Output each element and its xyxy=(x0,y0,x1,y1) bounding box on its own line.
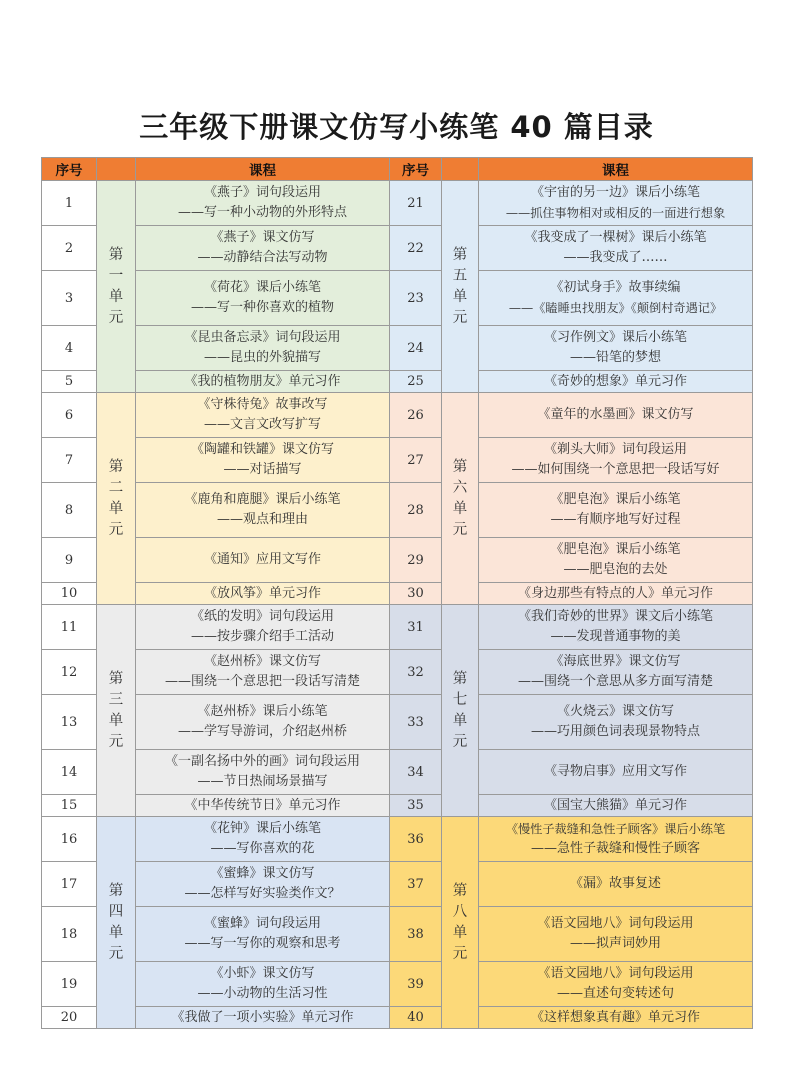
toc-body xyxy=(42,181,753,1029)
course-title: 《中华传统节日》单元习作 xyxy=(184,797,341,813)
course-cell xyxy=(136,393,390,438)
course-subtitle: ——围绕一个意思把一段话写清楚 xyxy=(164,674,360,689)
table-row xyxy=(42,750,753,795)
item-number: 19 xyxy=(42,962,97,1007)
item-number: 27 xyxy=(390,438,442,483)
item-number: 30 xyxy=(390,583,442,605)
header-course-right: 课程 xyxy=(479,158,753,181)
course-title: 《国宝大熊猫》单元习作 xyxy=(543,797,687,813)
table-header-row xyxy=(42,158,753,181)
course-subtitle: ——昆虫的外貌描写 xyxy=(203,350,321,365)
course-cell xyxy=(479,271,753,326)
course-cell xyxy=(479,650,753,695)
course-cell xyxy=(479,438,753,483)
course-title: 《陶罐和铁罐》课文仿写 xyxy=(190,442,334,457)
course-title: 《童年的水墨画》课文仿写 xyxy=(537,407,694,422)
course-title: 《燕子》课文仿写 xyxy=(210,230,315,245)
item-number: 32 xyxy=(390,650,442,695)
course-title: 《语文园地八》词句段运用 xyxy=(537,916,694,931)
table-row xyxy=(42,650,753,695)
course-title: 《我的植物朋友》单元习作 xyxy=(184,373,341,389)
table-row xyxy=(42,326,753,371)
course-cell xyxy=(479,817,753,862)
course-subtitle: ——有顺序地写好过程 xyxy=(550,512,681,527)
table-row xyxy=(42,371,753,393)
course-cell xyxy=(136,862,390,907)
course-cell xyxy=(136,538,390,583)
item-number: 33 xyxy=(390,695,442,750)
course-subtitle: ——巧用颜色词表现景物特点 xyxy=(530,724,700,739)
item-number: 6 xyxy=(42,393,97,438)
course-title: 《宇宙的另一边》课后小练笔 xyxy=(530,185,700,200)
unit-label-cell xyxy=(97,817,136,1029)
course-title: 《习作例文》课后小练笔 xyxy=(543,330,687,345)
course-title: 《放风筝》单元习作 xyxy=(203,585,321,601)
course-subtitle: ——直述句变转述句 xyxy=(556,986,674,1001)
course-subtitle: ——节日热闹场景描写 xyxy=(197,774,328,789)
course-cell xyxy=(479,326,753,371)
course-subtitle: ——按步骤介绍手工活动 xyxy=(190,629,334,644)
table-row xyxy=(42,795,753,817)
item-number: 37 xyxy=(390,862,442,907)
course-cell xyxy=(136,1007,390,1029)
header-course-left: 课程 xyxy=(136,158,390,181)
item-number: 35 xyxy=(390,795,442,817)
header-unit-right xyxy=(442,158,479,181)
item-number: 24 xyxy=(390,326,442,371)
course-title: 《花钟》课后小练笔 xyxy=(203,821,321,836)
header-number-right: 序号 xyxy=(390,158,442,181)
course-title: 《荷花》课后小练笔 xyxy=(203,280,321,295)
course-title: 《小虾》课文仿写 xyxy=(210,966,315,981)
table-row xyxy=(42,605,753,650)
unit-label-cell xyxy=(442,817,479,1029)
course-title: 《鹿角和鹿腿》课后小练笔 xyxy=(184,492,341,507)
item-number: 23 xyxy=(390,271,442,326)
item-number: 36 xyxy=(390,817,442,862)
course-subtitle: ——小动物的生活习性 xyxy=(197,986,328,1001)
item-number: 39 xyxy=(390,962,442,1007)
item-number: 18 xyxy=(42,907,97,962)
course-title: 《奇妙的想象》单元习作 xyxy=(543,373,687,389)
course-subtitle: ——急性子裁缝和慢性子顾客 xyxy=(530,841,700,856)
unit-label-cell xyxy=(442,605,479,817)
item-number: 7 xyxy=(42,438,97,483)
item-number: 5 xyxy=(42,371,97,393)
table-row xyxy=(42,226,753,271)
course-subtitle: ——《瞌睡虫找朋友》《颠倒村奇遇记》 xyxy=(508,301,723,315)
table-row xyxy=(42,962,753,1007)
item-number: 8 xyxy=(42,483,97,538)
item-number: 29 xyxy=(390,538,442,583)
course-cell xyxy=(136,371,390,393)
course-title: 《蜜蜂》课文仿写 xyxy=(210,866,315,881)
course-title: 《寻物启事》应用文写作 xyxy=(543,764,687,779)
unit-label: 第八单元 xyxy=(452,882,468,962)
course-cell xyxy=(479,962,753,1007)
item-number: 21 xyxy=(390,181,442,226)
course-title: 《身边那些有特点的人》单元习作 xyxy=(517,585,713,601)
item-number: 3 xyxy=(42,271,97,326)
course-title: 《剃头大师》词句段运用 xyxy=(543,442,687,457)
course-cell xyxy=(136,605,390,650)
course-cell xyxy=(479,181,753,226)
item-number: 4 xyxy=(42,326,97,371)
unit-label-cell xyxy=(97,605,136,817)
course-cell xyxy=(479,605,753,650)
course-cell xyxy=(136,695,390,750)
course-title: 《蜜蜂》词句段运用 xyxy=(203,916,321,931)
unit-label: 第三单元 xyxy=(108,670,124,750)
course-title: 《这样想象真有趣》单元习作 xyxy=(530,1009,700,1025)
course-cell xyxy=(479,371,753,393)
item-number: 12 xyxy=(42,650,97,695)
item-number: 22 xyxy=(390,226,442,271)
course-cell xyxy=(136,795,390,817)
header-unit-left xyxy=(97,158,136,181)
table-row xyxy=(42,438,753,483)
course-cell xyxy=(479,862,753,907)
course-title: 《赵州桥》课后小练笔 xyxy=(197,704,328,719)
unit-label: 第二单元 xyxy=(108,458,124,538)
table-row xyxy=(42,181,753,226)
course-subtitle: ——抓住事物相对或相反的一面进行想象 xyxy=(505,206,726,220)
unit-label-cell xyxy=(442,393,479,605)
course-cell xyxy=(479,483,753,538)
table-row xyxy=(42,817,753,862)
course-cell xyxy=(136,583,390,605)
course-title: 《肥皂泡》课后小练笔 xyxy=(550,542,681,557)
course-subtitle: ——写一种你喜欢的植物 xyxy=(190,300,334,315)
table-row xyxy=(42,907,753,962)
unit-label: 第六单元 xyxy=(452,458,468,538)
item-number: 11 xyxy=(42,605,97,650)
course-cell xyxy=(479,583,753,605)
item-number: 1 xyxy=(42,181,97,226)
course-subtitle: ——学写导游词，介绍赵州桥 xyxy=(177,724,347,739)
course-subtitle: ——怎样写好实验类作文？ xyxy=(184,886,341,901)
course-title: 《初试身手》故事续编 xyxy=(550,280,681,295)
course-subtitle: ——围绕一个意思从多方面写清楚 xyxy=(517,674,713,689)
unit-label: 第七单元 xyxy=(452,670,468,750)
course-cell xyxy=(136,750,390,795)
unit-label-cell xyxy=(442,181,479,393)
item-number: 31 xyxy=(390,605,442,650)
course-title: 《火烧云》课文仿写 xyxy=(556,704,674,719)
item-number: 28 xyxy=(390,483,442,538)
course-cell xyxy=(136,226,390,271)
course-subtitle: ——拟声词妙用 xyxy=(569,936,661,951)
course-subtitle: ——观点和理由 xyxy=(216,512,308,527)
course-title: 《肥皂泡》课后小练笔 xyxy=(550,492,681,507)
unit-label: 第一单元 xyxy=(108,246,124,326)
course-cell xyxy=(136,817,390,862)
unit-label: 第四单元 xyxy=(108,882,124,962)
unit-label-cell xyxy=(97,393,136,605)
course-cell xyxy=(479,695,753,750)
item-number: 14 xyxy=(42,750,97,795)
item-number: 38 xyxy=(390,907,442,962)
item-number: 2 xyxy=(42,226,97,271)
course-subtitle: ——对话描写 xyxy=(223,462,302,477)
item-number: 25 xyxy=(390,371,442,393)
table-row xyxy=(42,271,753,326)
course-subtitle: ——动静结合法写动物 xyxy=(197,250,328,265)
course-title: 《赵州桥》课文仿写 xyxy=(203,654,321,669)
course-title: 《昆虫备忘录》词句段运用 xyxy=(184,330,341,345)
course-cell xyxy=(479,538,753,583)
course-cell xyxy=(136,483,390,538)
course-cell xyxy=(136,962,390,1007)
table-row xyxy=(42,862,753,907)
course-title: 《慢性子裁缝和急性子顾客》课后小练笔 xyxy=(505,822,726,836)
course-cell xyxy=(136,271,390,326)
unit-label: 第五单元 xyxy=(452,246,468,326)
course-cell xyxy=(136,438,390,483)
course-subtitle: ——写一写你的观察和思考 xyxy=(184,936,341,951)
item-number: 40 xyxy=(390,1007,442,1029)
course-title: 《我变成了一棵树》课后小练笔 xyxy=(524,230,707,245)
course-subtitle: ——我变成了…… xyxy=(563,250,668,265)
course-cell xyxy=(479,1007,753,1029)
course-title: 《纸的发明》词句段运用 xyxy=(190,609,334,624)
course-subtitle: ——写你喜欢的花 xyxy=(210,841,315,856)
course-cell xyxy=(479,907,753,962)
table-row xyxy=(42,483,753,538)
course-subtitle: ——如何围绕一个意思把一段话写好 xyxy=(511,462,720,477)
item-number: 26 xyxy=(390,393,442,438)
course-subtitle: ——肥皂泡的去处 xyxy=(563,562,668,577)
table-row xyxy=(42,583,753,605)
item-number: 20 xyxy=(42,1007,97,1029)
course-title: 《通知》应用文写作 xyxy=(203,552,321,567)
table-row xyxy=(42,695,753,750)
course-cell xyxy=(479,393,753,438)
course-cell xyxy=(479,795,753,817)
course-cell xyxy=(136,907,390,962)
item-number: 13 xyxy=(42,695,97,750)
table-row xyxy=(42,393,753,438)
course-title: 《燕子》词句段运用 xyxy=(203,185,321,200)
item-number: 10 xyxy=(42,583,97,605)
course-title: 《海底世界》课文仿写 xyxy=(550,654,681,669)
item-number: 17 xyxy=(42,862,97,907)
page-title: 三年级下册课文仿写小练笔 40 篇目录 xyxy=(139,110,654,144)
course-cell xyxy=(136,181,390,226)
course-cell xyxy=(479,226,753,271)
course-title: 《漏》故事复述 xyxy=(569,876,661,891)
course-title: 《守株待兔》故事改写 xyxy=(197,397,328,412)
course-cell xyxy=(136,326,390,371)
header-number-left: 序号 xyxy=(42,158,97,181)
course-subtitle: ——写一种小动物的外形特点 xyxy=(177,205,347,220)
toc-table xyxy=(41,157,753,1029)
item-number: 9 xyxy=(42,538,97,583)
table-row xyxy=(42,1007,753,1029)
course-title: 《我做了一项小实验》单元习作 xyxy=(171,1009,354,1025)
table-row xyxy=(42,538,753,583)
course-cell xyxy=(479,750,753,795)
unit-label-cell xyxy=(97,181,136,393)
course-title: 《我们奇妙的世界》课文后小练笔 xyxy=(517,609,713,624)
course-subtitle: ——发现普通事物的美 xyxy=(550,629,681,644)
item-number: 16 xyxy=(42,817,97,862)
course-title: 《语文园地八》词句段运用 xyxy=(537,966,694,981)
course-title: 《一副名扬中外的画》词句段运用 xyxy=(164,754,360,769)
course-cell xyxy=(136,650,390,695)
item-number: 15 xyxy=(42,795,97,817)
item-number: 34 xyxy=(390,750,442,795)
course-subtitle: ——文言文改写扩写 xyxy=(203,417,321,432)
course-subtitle: ——铅笔的梦想 xyxy=(569,350,661,365)
